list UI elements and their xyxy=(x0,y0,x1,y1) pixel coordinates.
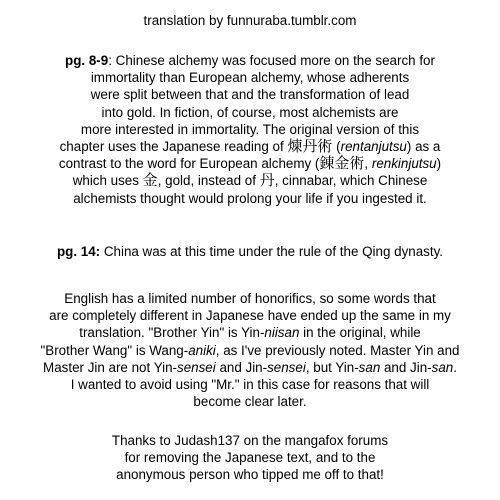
note-line xyxy=(0,342,500,359)
note-page-label: pg. 14: xyxy=(56,244,101,259)
honorific-term: sensei xyxy=(177,359,216,375)
honorific-term: aniki xyxy=(188,342,216,358)
romaji-term: rentanjutsu xyxy=(340,139,407,155)
note-text: , as I've previously noted. Master Yin and xyxy=(215,342,460,358)
honorific-term: sensei xyxy=(267,359,306,375)
note-pg-8-9 xyxy=(0,52,500,207)
note-text: translation. "Brother Yin" is Yin- xyxy=(79,325,265,341)
credit-header-text: translation by funnuraba.tumblr.com xyxy=(143,13,357,28)
note-text: in the original, while xyxy=(299,325,421,341)
kanji-term: 丹 xyxy=(259,171,275,190)
note-text: , cinnabar, which Chinese xyxy=(274,173,428,189)
note-text: "Brother Wang" is Wang- xyxy=(40,342,189,358)
honorific-term: san xyxy=(358,359,381,375)
note-page-label: pg. 8-9 xyxy=(65,53,109,68)
note-text: ) xyxy=(436,156,442,172)
note-text: China was at this time under the rule of the Qing dynasty. xyxy=(100,244,444,259)
note-text: contrast to the word for European alchemy ( xyxy=(58,156,320,172)
note-text: , xyxy=(364,156,372,172)
note-text: and Jin- xyxy=(215,359,268,375)
credit-header xyxy=(0,12,500,29)
note-text: ) as a xyxy=(406,139,441,155)
note-line xyxy=(0,243,500,260)
honorific-term: san xyxy=(431,359,454,375)
note-text: which uses xyxy=(72,173,143,189)
note-line: for removing the Japanese text, and to the xyxy=(124,450,376,466)
note-text: ( xyxy=(332,139,341,155)
kanji-term: 煉丹術 xyxy=(287,137,333,156)
note-text: , gold, instead of xyxy=(157,173,260,189)
note-line: I wanted to avoid using "Mr." in this case for reasons that will xyxy=(70,377,430,393)
note-line xyxy=(0,52,500,69)
note-line: alchemists thought would prolong your life if you ingested it. xyxy=(73,190,427,206)
note-line: more interested in immortality. The original version of this xyxy=(80,121,420,137)
note-line xyxy=(0,155,500,172)
note-line: anonymous person who tipped me off to that! xyxy=(116,467,384,483)
note-text: chapter uses the Japanese reading of xyxy=(59,139,288,155)
note-line xyxy=(0,138,500,155)
note-line xyxy=(0,172,500,189)
note-line: into gold. In fiction, of course, most alchemists are xyxy=(101,104,399,120)
thanks-note xyxy=(0,432,500,484)
note-text: . xyxy=(453,359,457,375)
honorific-term: niisan xyxy=(264,325,300,341)
note-line: immortality than European alchemy, whose adherents xyxy=(90,70,410,86)
note-line xyxy=(0,359,500,376)
romaji-term: renkinjutsu xyxy=(371,156,437,172)
note-pg-14 xyxy=(0,243,500,260)
note-text: , but Yin- xyxy=(305,359,359,375)
note-text: and Jin- xyxy=(380,359,432,375)
honorifics-note xyxy=(0,290,500,410)
note-line: Thanks to Judash137 on the mangafox forums xyxy=(111,433,389,448)
kanji-term: 金 xyxy=(142,171,158,190)
note-text: Master Jin are not Yin- xyxy=(43,359,178,375)
note-line: English has a limited number of honorifics, so some words that xyxy=(64,291,436,306)
note-line: become clear later. xyxy=(193,394,307,410)
note-text: : Chinese alchemy was focused more on the search for xyxy=(108,53,435,68)
note-line: are completely different in Japanese have ended up the same in my xyxy=(49,308,451,324)
kanji-term: 錬金術 xyxy=(319,154,365,173)
note-line xyxy=(0,324,500,341)
note-line: were split between that and the transformation of lead xyxy=(90,87,410,103)
